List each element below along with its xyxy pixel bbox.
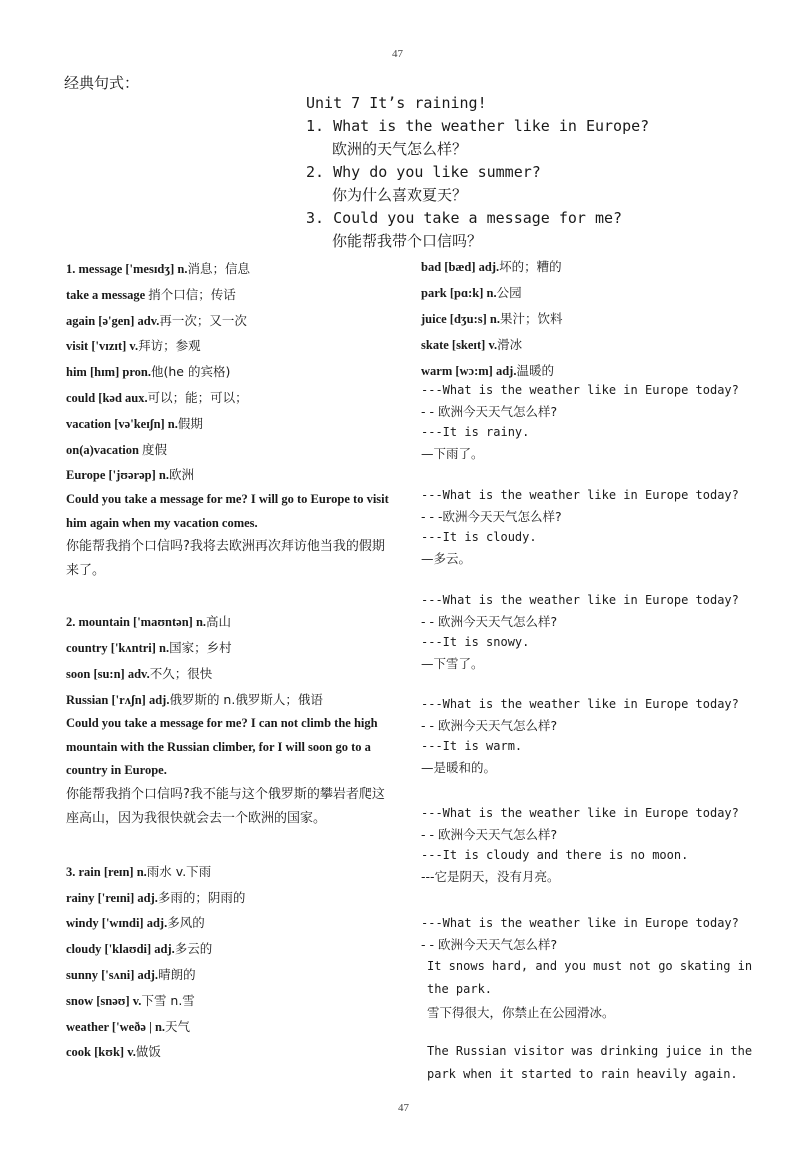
vocab-item: visit ['vɪzɪt] v.拜访；参观 <box>66 338 201 354</box>
unit-sentences <box>306 92 776 253</box>
vocab-item: rainy ['reɪni] adj.多雨的；阴雨的 <box>66 889 246 905</box>
example-sentence-en: Could you take a message for me? I will go to Europe to visit him again when my vacation comes. <box>66 492 389 530</box>
sentence-1-en: 1. What is the weather like in Europe? <box>306 117 650 135</box>
vocab-item: sunny ['sʌni] adj.晴朗的 <box>66 967 196 983</box>
page-number-bottom: 47 <box>398 1102 409 1114</box>
vocab-item: 3. rain [reɪn] n.雨水 v.下雨 <box>66 863 212 879</box>
vocab-item: skate [skeɪt] v.滑冰 <box>421 337 523 352</box>
dialogue-2: ---What is the weather like in Europe today? - - -欧洲今天天气怎么样? ---It is cloudy. —多云。 <box>421 488 739 566</box>
vocab-item: cloudy ['klaʊdi] adj.多云的 <box>66 941 213 957</box>
sentence-2-cn: 你为什么喜欢夏天？ <box>332 186 468 204</box>
dialogue-4: ---What is the weather like in Europe today? - - 欧洲今天天气怎么样? ---It is warm. —是暖和的。 <box>421 697 739 775</box>
unit-title: Unit 7 It’s raining! <box>306 94 487 112</box>
example-sentence-cn: 你能帮我捎个口信吗?我将去欧洲再次拜访他当我的假期来了。 <box>66 539 385 579</box>
sentence-3-cn: 你能帮我带个口信吗？ <box>332 232 483 250</box>
vocab-item: on(a)vacation 度假 <box>66 441 168 457</box>
section-2 <box>66 609 396 831</box>
vocab-item: warm [wɔ:m] adj.温暖的 <box>421 363 554 378</box>
vocab-item: windy ['wɪndi] adj.多风的 <box>66 915 205 931</box>
vocab-item: cook [kʊk] v.做饭 <box>66 1044 161 1060</box>
dialogue-3: ---What is the weather like in Europe today? - - 欧洲今天天气怎么样? ---It is snowy. —下雪了。 <box>421 593 739 671</box>
vocab-item: 2. mountain ['maʊntən] n.高山 <box>66 614 232 630</box>
vocab-item: could [kəd aux.可以；能；可以； <box>66 389 248 405</box>
dialogue-1: ---What is the weather like in Europe today? - - 欧洲今天天气怎么样? ---It is rainy. —下雨了。 <box>421 383 739 461</box>
vocab-item: bad [bæd] adj.坏的；糟的 <box>421 259 562 274</box>
example-sentence-en: Could you take a message for me? I can not climb the high mountain with the Russian climber, for I will soon go to a country in Europe. <box>66 716 378 778</box>
right-vocab <box>421 254 761 384</box>
vocab-item: weather ['weðə | n.天气 <box>66 1018 191 1034</box>
vocab-item: park [pɑ:k] n.公园 <box>421 285 522 300</box>
section-1 <box>66 256 396 583</box>
vocab-item: take a message 捎个口信；传话 <box>66 286 236 302</box>
sentence-2-en: 2. Why do you like summer? <box>306 163 541 181</box>
vocab-item: vacation [və'keɪʃn] n.假期 <box>66 415 203 431</box>
sentence-3-en: 3. Could you take a message for me? <box>306 209 623 227</box>
final-sentence: The Russian visitor was drinking juice in the park when it started to rain heavily again. <box>427 1044 753 1081</box>
section-heading: 经典句式： <box>64 74 140 92</box>
vocab-item: Europe ['jʊərəp] n.欧洲 <box>66 467 194 483</box>
sentence-1-cn: 欧洲的天气怎么样？ <box>332 140 468 158</box>
example-sentence-cn: 你能帮我捎个口信吗?我不能与这个俄罗斯的攀岩者爬这座高山，因为我很快就会去一个欧洲的国家。 <box>66 786 385 826</box>
vocab-item: him [hɪm] pron.他(he 的宾格) <box>66 364 231 380</box>
page-number-top: 47 <box>392 48 403 60</box>
vocab-item: juice [dʒu:s] n.果汁；饮料 <box>421 311 563 326</box>
vocab-item: Russian ['rʌʃn] adj.俄罗斯的 n.俄罗斯人；俄语 <box>66 691 323 707</box>
vocab-item: again [ə'gen] adv.再一次；又一次 <box>66 312 247 328</box>
dialogue-5: ---What is the weather like in Europe today? - - 欧洲今天天气怎么样? ---It is cloudy and there is no moon. ---它是阴天，没有月亮。 <box>421 806 739 884</box>
vocab-item: snow [snəʊ] v.下雪 n.雪 <box>66 992 195 1008</box>
dialogue-6: ---What is the weather like in Europe today? - - 欧洲今天天气怎么样? It snows hard, and you must not go skating in the park. 雪下得很大，你禁止在公园滑冰。 <box>421 916 753 1020</box>
section-3 <box>66 859 396 1065</box>
vocab-item: country ['kʌntri] n.国家；乡村 <box>66 639 232 655</box>
vocab-item: 1. message ['mesɪdʒ] n.消息；信息 <box>66 261 250 276</box>
left-column <box>66 256 396 1065</box>
vocab-item: soon [su:n] adv.不久；很快 <box>66 665 213 681</box>
